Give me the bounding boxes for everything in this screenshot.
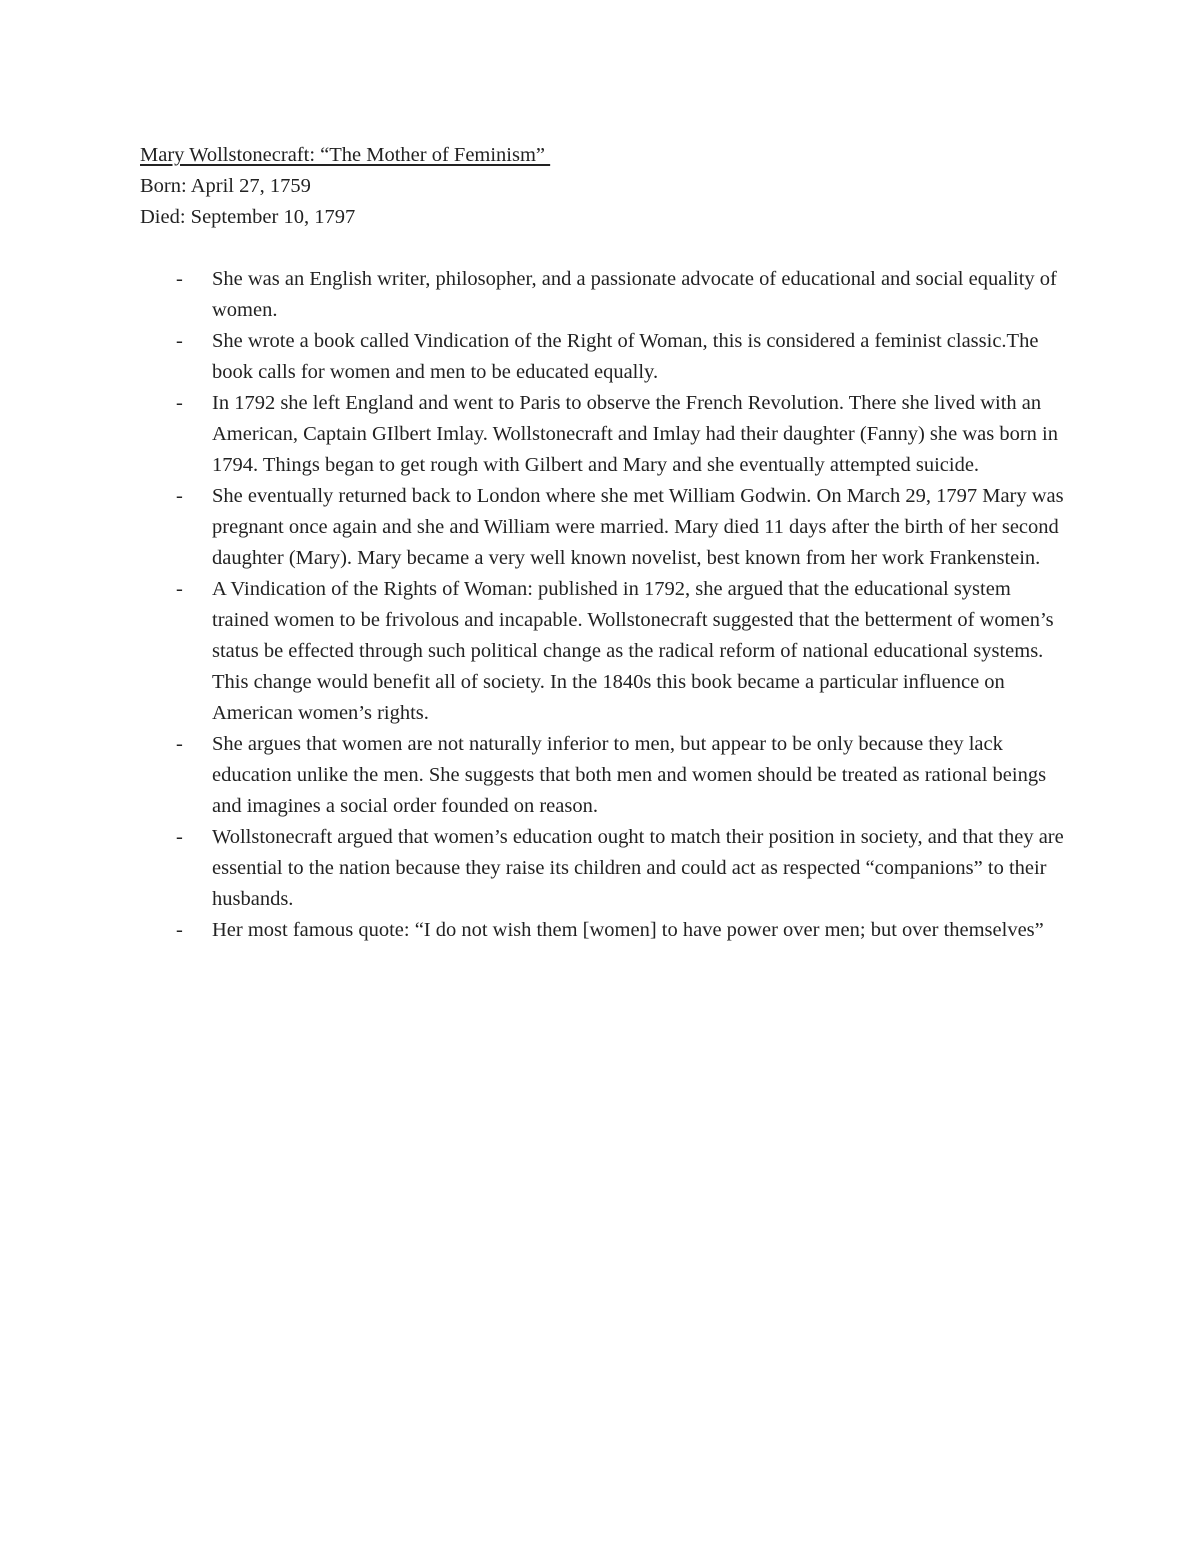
died-date: Died: September 10, 1797 — [140, 206, 356, 228]
list-item-text: She argues that women are not naturally inferior to men, but appear to be only because they lack education unlike the men. She suggests that both men and women should be treated as rational beings and imagines a social order founded on reason. — [212, 733, 1047, 817]
list-item — [140, 388, 1070, 481]
list-item — [140, 326, 1070, 388]
list-item — [140, 574, 1070, 729]
bullet-dash: - — [176, 578, 183, 600]
bullet-dash: - — [176, 330, 183, 352]
document-title: Mary Wollstonecraft: “The Mother of Feminism” — [140, 144, 551, 166]
list-item-text: She was an English writer, philosopher, and a passionate advocate of educational and social equality of women. — [212, 268, 1057, 321]
document-body — [140, 140, 1070, 946]
paragraph-spacer — [140, 233, 1070, 264]
bullet-dash: - — [176, 919, 183, 941]
bullet-dash: - — [176, 485, 183, 507]
list-item-text: She wrote a book called Vindication of the Right of Woman, this is considered a feminist classic.The book calls for women and men to be educated equally. — [212, 330, 1039, 383]
list-item — [140, 822, 1070, 915]
list-item-text: She eventually returned back to London where she met William Godwin. On March 29, 1797 Mary was pregnant once again and she and William were married. Mary died 11 days after the birth of her second daughter (Mary). Mary became a very well known novelist, best known from her work Frankenstein. — [212, 485, 1064, 569]
born-date: Born: April 27, 1759 — [140, 175, 311, 197]
bullet-dash: - — [176, 826, 183, 848]
bullet-dash: - — [176, 268, 183, 290]
list-item — [140, 729, 1070, 822]
list-item-text: Her most famous quote: “I do not wish them [women] to have power over men; but over themselves” — [212, 919, 1044, 941]
list-item-text: Wollstonecraft argued that women’s education ought to match their position in society, and that they are essential to the nation because they raise its children and could act as respected “companions” to their husbands. — [212, 826, 1064, 910]
list-item-text: A Vindication of the Rights of Woman: published in 1792, she argued that the educational system trained women to be frivolous and incapable. Wollstonecraft suggested that the betterment of women’s status be effected through such political change as the radical reform of national educational systems. This change would benefit all of society. In the 1840s this book became a particular influence on American women’s rights. — [212, 578, 1054, 724]
list-item — [140, 264, 1070, 326]
list-item — [140, 481, 1070, 574]
bullet-dash: - — [176, 733, 183, 755]
bullet-dash: - — [176, 392, 183, 414]
list-item-text: In 1792 she left England and went to Paris to observe the French Revolution. There she lived with an American, Captain GIlbert Imlay. Wollstonecraft and Imlay had their daughter (Fanny) she was born in 1794. Things began to get rough with Gilbert and Mary and she eventually attempted suicide. — [212, 392, 1058, 476]
list-item — [140, 915, 1070, 946]
bullet-list — [140, 264, 1070, 946]
